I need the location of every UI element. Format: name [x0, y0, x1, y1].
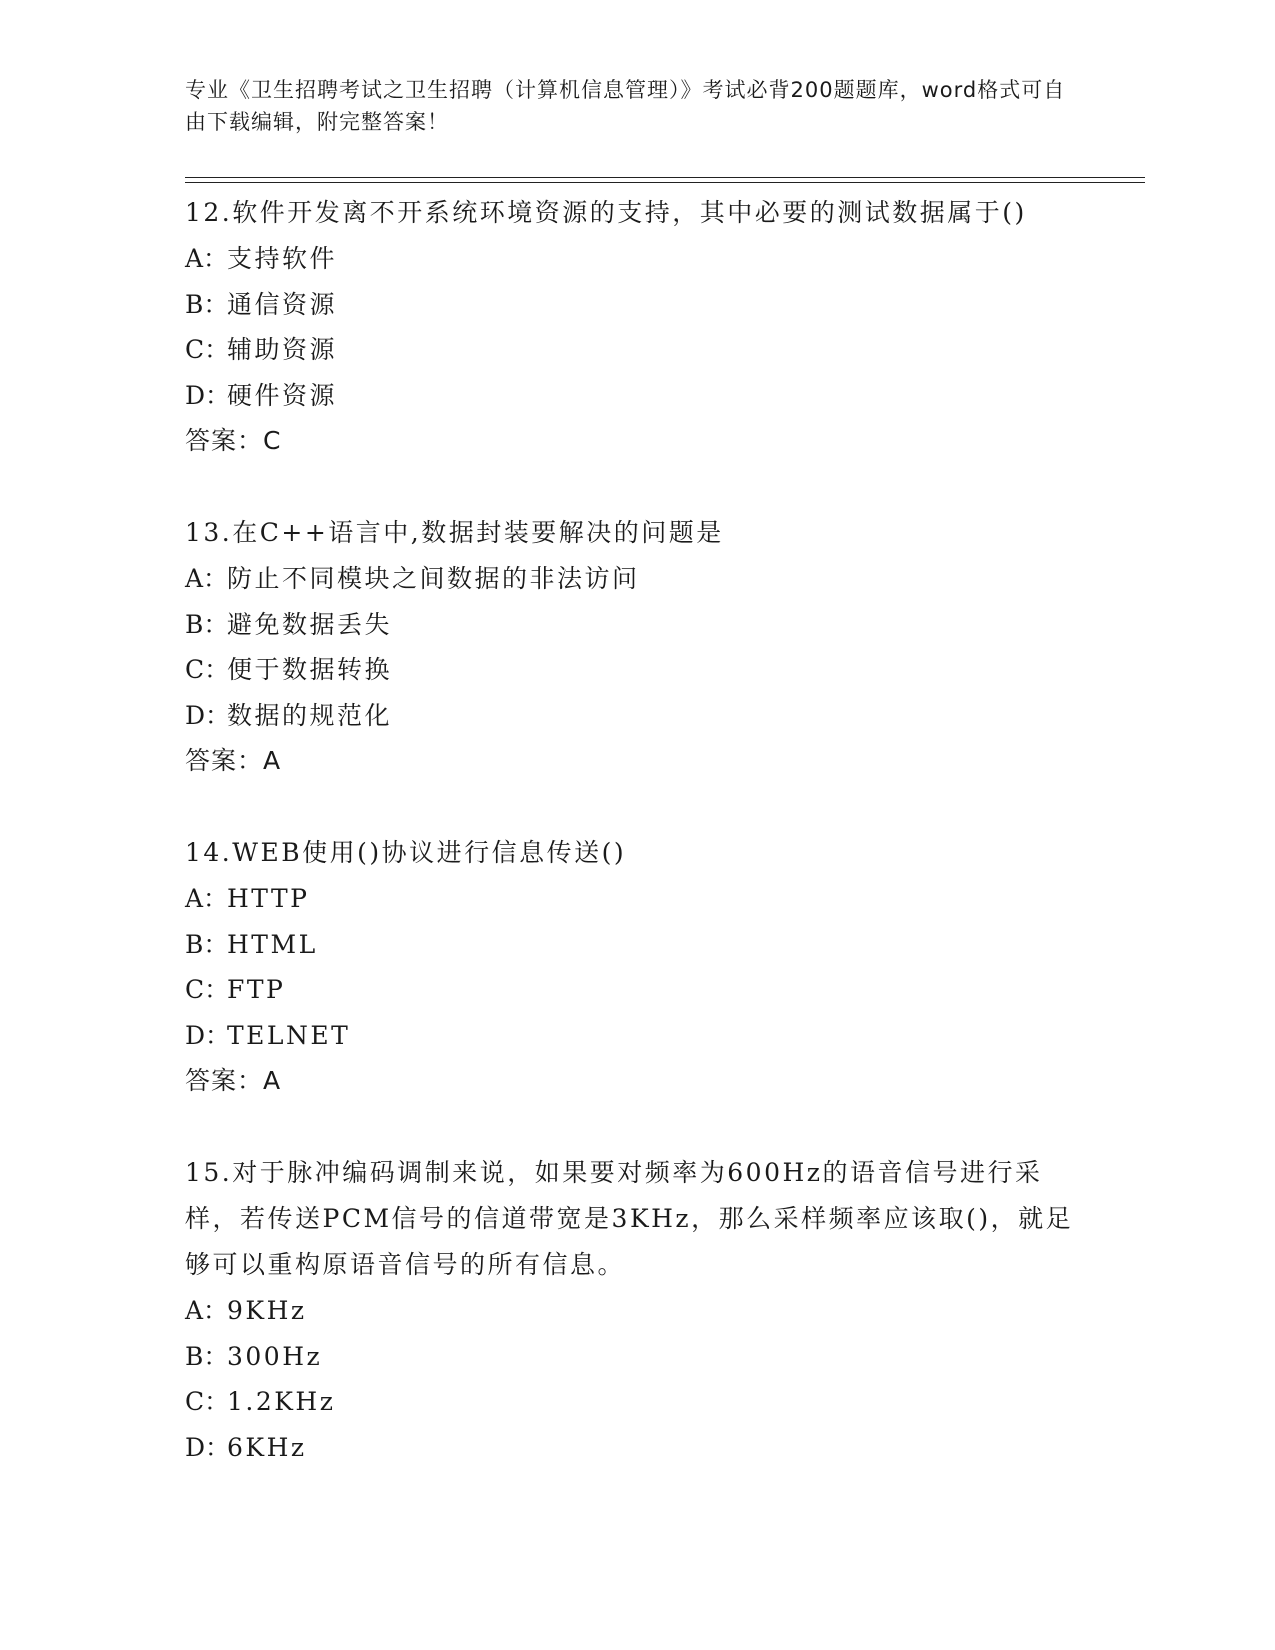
option-text: 防止不同模块之间数据的非法访问 — [227, 564, 640, 593]
option-text: HTML — [227, 929, 318, 959]
option-b — [185, 282, 1085, 328]
question-item — [185, 510, 1085, 784]
option-key: C： — [185, 975, 230, 1004]
option-key: C： — [185, 655, 230, 684]
option-key: B： — [185, 1341, 229, 1371]
option-key: B： — [185, 929, 229, 959]
option-text: 硬件资源 — [227, 380, 338, 410]
option-b — [185, 1334, 1085, 1380]
answer-line: 答案：C — [185, 426, 282, 455]
question-stem: 12.软件开发离不开系统环境资源的支持，其中必要的测试数据属于() — [185, 198, 1027, 227]
option-d — [185, 1425, 1085, 1471]
document-intro: 专业《卫生招聘考试之卫生招聘（计算机信息管理）》考试必背200题题库，word格式可自由下载编辑，附完整答案！ — [185, 78, 1066, 134]
option-text: 便于数据转换 — [227, 655, 393, 684]
option-key: D： — [185, 1432, 231, 1462]
question-item — [185, 190, 1085, 464]
option-d — [185, 693, 1085, 739]
option-c — [185, 327, 1085, 373]
option-key: A： — [185, 1296, 229, 1325]
option-key: B： — [185, 289, 229, 319]
option-d — [185, 373, 1085, 419]
option-text: 数据的规范化 — [227, 700, 393, 730]
option-key: D： — [185, 700, 231, 730]
option-text: 300Hz — [227, 1341, 323, 1371]
option-key: A： — [185, 564, 229, 593]
question-item — [185, 830, 1085, 1104]
header-divider-top — [185, 177, 1145, 178]
option-text: 通信资源 — [227, 289, 338, 319]
option-b — [185, 602, 1085, 648]
answer-line: 答案：A — [185, 1066, 282, 1095]
question-stem: 14.WEB使用()协议进行信息传送() — [185, 838, 627, 867]
option-c — [185, 647, 1085, 693]
option-text: 支持软件 — [227, 244, 338, 273]
option-key: C： — [185, 335, 230, 364]
option-a — [185, 236, 1085, 282]
question-stem: 15.对于脉冲编码调制来说，如果要对频率为600Hz的语音信号进行采样，若传送PCM信号的信道带宽是3KHz，那么采样频率应该取()，就足够可以重构原语音信号的所有信息。 — [185, 1158, 1074, 1279]
option-a — [185, 876, 1085, 922]
option-text: 1.2KHz — [227, 1387, 336, 1416]
option-c — [185, 1379, 1085, 1425]
answer-line: 答案：A — [185, 746, 282, 775]
header-divider-bottom — [185, 182, 1145, 183]
option-key: A： — [185, 884, 229, 913]
option-text: 避免数据丢失 — [227, 609, 393, 639]
option-key: D： — [185, 380, 231, 410]
option-a — [185, 556, 1085, 602]
option-d — [185, 1013, 1085, 1059]
option-text: HTTP — [227, 884, 310, 913]
option-b — [185, 922, 1085, 968]
question-item — [185, 1150, 1085, 1470]
option-c — [185, 967, 1085, 1013]
option-text: TELNET — [227, 1020, 351, 1050]
option-key: C： — [185, 1387, 230, 1416]
question-list — [185, 190, 1085, 1516]
option-key: A： — [185, 244, 229, 273]
option-key: D： — [185, 1020, 231, 1050]
option-text: 6KHz — [227, 1432, 307, 1462]
option-text: 9KHz — [227, 1296, 307, 1325]
option-text: 辅助资源 — [227, 335, 338, 364]
option-key: B： — [185, 609, 229, 639]
question-stem: 13.在C++语言中,数据封装要解决的问题是 — [185, 518, 724, 547]
option-text: FTP — [227, 975, 286, 1004]
option-a — [185, 1288, 1085, 1334]
